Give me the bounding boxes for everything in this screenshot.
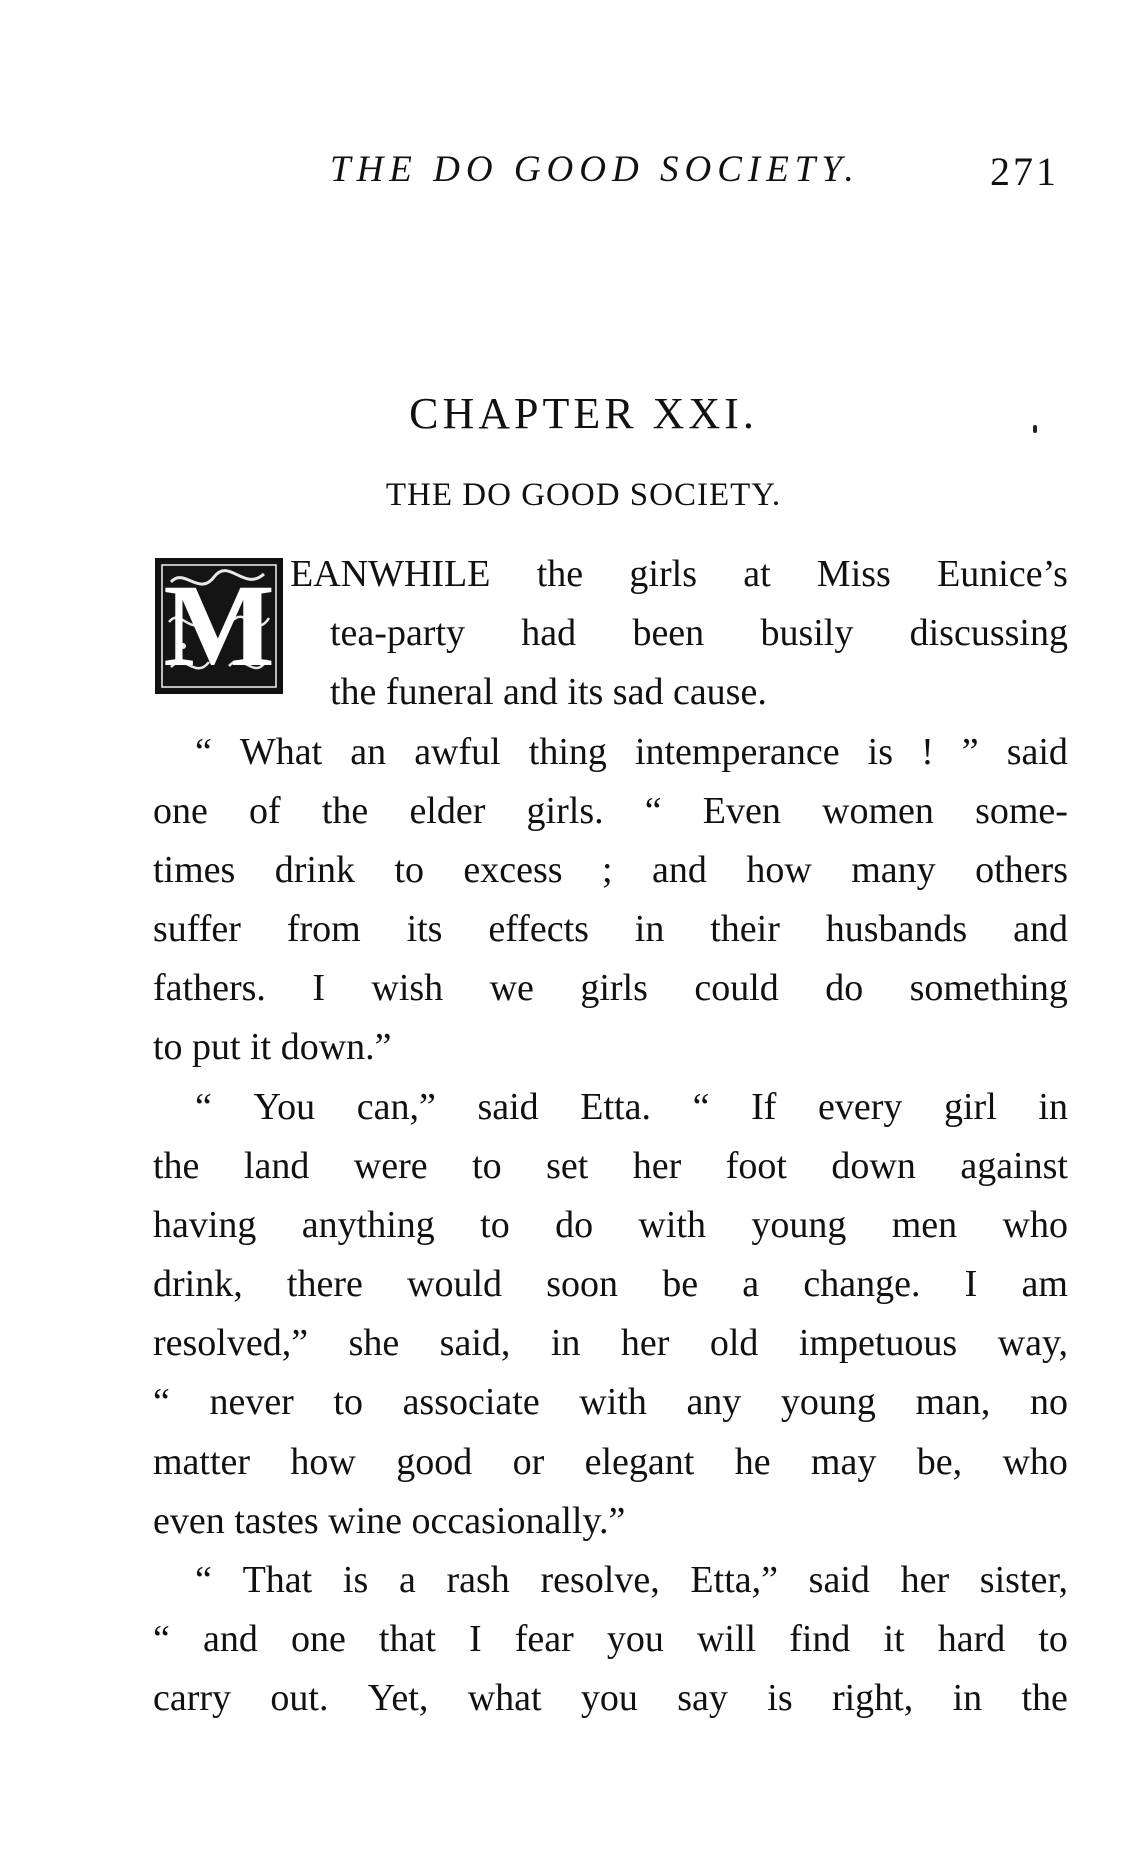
text-line: matter how good or elegant he may be, who — [153, 1441, 1068, 1483]
running-title: THE DO GOOD SOCIETY. — [330, 149, 860, 190]
decorative-drop-cap-icon — [155, 558, 283, 694]
stray-ink-mark — [1033, 425, 1037, 433]
text-line: tea-party had been busily discussing — [330, 612, 1068, 654]
text-line: suffer from its effects in their husbands and — [153, 908, 1068, 950]
chapter-heading: CHAPTER XXI. — [409, 389, 758, 438]
text-line: “ You can,” said Etta. “ If every girl in — [195, 1086, 1068, 1128]
text-line: times drink to excess ; and how many others — [153, 849, 1068, 891]
text-line: resolved,” she said, in her old impetuous way, — [153, 1322, 1068, 1364]
page-number: 271 — [990, 149, 1059, 194]
text-line: drink, there would soon be a change. I am — [153, 1263, 1068, 1305]
text-line: “ and one that I fear you will find it hard to — [153, 1618, 1068, 1660]
text-line: “ never to associate with any young man, no — [153, 1381, 1068, 1423]
text-line: to put it down.” — [153, 1026, 392, 1068]
text-line: carry out. Yet, what you say is right, in the — [153, 1677, 1068, 1719]
text-line: even tastes wine occasionally.” — [153, 1500, 626, 1542]
text-line: having anything to do with young men who — [153, 1204, 1068, 1246]
text-line: the funeral and its sad cause. — [330, 671, 767, 713]
text-line: the land were to set her foot down against — [153, 1145, 1068, 1187]
text-line: fathers. I wish we girls could do something — [153, 967, 1068, 1009]
running-header — [0, 148, 1147, 198]
text-line: one of the elder girls. “ Even women some- — [153, 790, 1068, 832]
chapter-subtitle: THE DO GOOD SOCIETY. — [385, 477, 782, 513]
drop-cap-letter: M — [163, 560, 275, 691]
text-line: “ What an awful thing intemperance is ! ” said — [195, 731, 1068, 773]
text-line: “ That is a rash resolve, Etta,” said her sister, — [195, 1559, 1068, 1601]
text-line: EANWHILE the girls at Miss Eunice’s — [290, 553, 1068, 595]
